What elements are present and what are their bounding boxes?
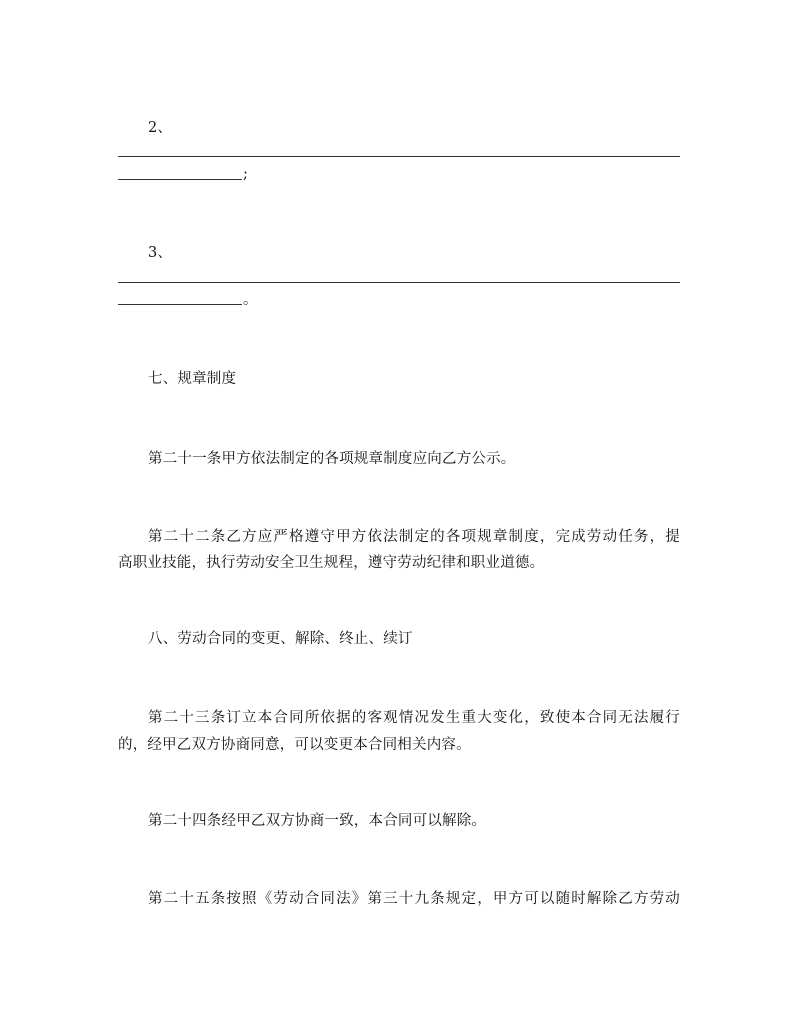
section-7-heading: 七、规章制度	[148, 371, 237, 387]
article-22-line-2: 高职业技能，执行劳动安全卫生规程，遵守劳动纪律和职业道德。	[118, 555, 545, 571]
item-3-end-mark: 。	[243, 292, 258, 308]
article-23-line-2: 的，经甲乙双方协商同意，可以变更本合同相关内容。	[118, 737, 471, 753]
article-21: 第二十一条甲方依法制定的各项规章制度应向乙方公示。	[148, 451, 516, 467]
blank-line-3a	[118, 282, 680, 283]
article-23-line-1: 第二十三条订立本合同所依据的客观情况发生重大变化，致使本合同无法履行	[148, 710, 680, 726]
blank-line-3b	[118, 304, 242, 305]
item-number-3: 3、	[148, 245, 173, 261]
blank-line-2b	[118, 179, 242, 180]
article-24: 第二十四条经甲乙双方协商一致，本合同可以解除。	[148, 813, 487, 829]
item-number-2: 2、	[148, 120, 173, 136]
item-2-end-mark: ;	[243, 166, 248, 182]
blank-line-2a	[118, 156, 680, 157]
article-22-line-1: 第二十二条乙方应严格遵守甲方依法制定的各项规章制度，完成劳动任务，提	[148, 529, 680, 545]
section-8-heading: 八、劳动合同的变更、解除、终止、续订	[148, 631, 413, 647]
article-25-line-1: 第二十五条按照《劳动合同法》第三十九条规定，甲方可以随时解除乙方劳动	[148, 891, 680, 907]
